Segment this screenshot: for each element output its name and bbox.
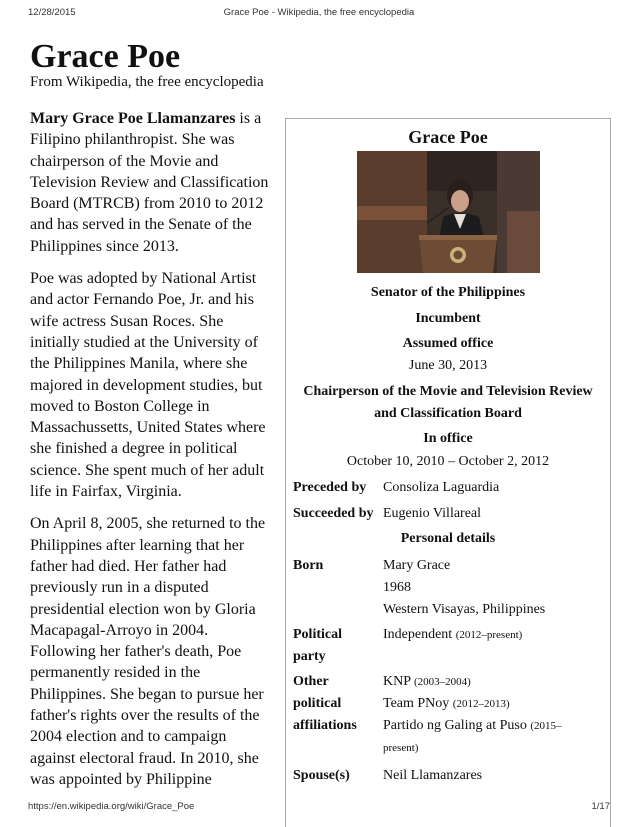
in-office-label: In office xyxy=(423,431,473,446)
political-party-value[interactable]: Independent (2012–present) xyxy=(383,627,523,642)
intro-text: is a Filipino philanthropist. She was chairperson of the Movie and Television Review and Classification Board (MTRCB) from 2010 to 2012 and has served in the Senate of the Philippines since 2013. xyxy=(30,110,269,255)
office-mtrcb-line2: and Classification Board xyxy=(374,406,522,421)
other-affiliations-label: Other political affiliations xyxy=(293,674,357,733)
preceded-by-label: Preceded by xyxy=(293,480,367,495)
portrait-image xyxy=(357,151,540,273)
spouse-value: Neil Llamanzares xyxy=(383,768,483,783)
paragraph-early-life: Poe was adopted by National Artist and actor Fernando Poe, Jr. and his wife actress Susan Roces. She initially studied at the University of the Philippines Manila, where she majored in development studies, but moved to Boston College in Massachussetts, United States where she finished a degree in political science. She spent much of her adult life in Fairfax, Virginia. xyxy=(30,270,266,501)
paragraph-return: On April 8, 2005, she returned to the Philippines after learning that her father had died. Her father had previously run in a disputed presidential election won by Gloria Macapagal-Arroyo in 2004. Following her father's death, Poe permanently resided in the Philippines. She began to pursue her father's rights over the results of the 2004 election and to campaign against electoral fraud. In 2010, she was appointed by Philippine xyxy=(30,515,266,788)
personal-details-heading: Personal details xyxy=(400,531,496,546)
born-place-link[interactable]: Western Visayas, Philippines xyxy=(383,602,546,617)
affiliation-galing-at-puso[interactable]: Partido ng Galing at Puso (2015– present) xyxy=(383,718,562,754)
in-office-dates: October 10, 2010 – October 2, 2012 xyxy=(346,454,550,469)
article-subtitle: From Wikipedia, the free encyclopedia xyxy=(30,74,264,90)
succeeded-by-link[interactable]: Eugenio Villareal xyxy=(383,506,482,521)
born-year: 1968 xyxy=(383,580,411,595)
infobox xyxy=(285,118,611,827)
born-label: Born xyxy=(293,558,324,573)
office-senator: Senator of the Philippines xyxy=(370,285,526,300)
print-date: 12/28/2015 xyxy=(28,7,76,18)
page-number: 1/17 xyxy=(591,801,610,812)
print-page-title: Grace Poe - Wikipedia, the free encyclopedia xyxy=(223,7,415,18)
infobox-title: Grace Poe xyxy=(408,127,488,147)
article-body xyxy=(30,108,275,801)
assumed-office-date: June 30, 2013 xyxy=(408,358,488,373)
paragraph-intro xyxy=(30,108,275,257)
incumbent-label: Incumbent xyxy=(415,311,481,326)
born-name: Mary Grace xyxy=(383,558,451,573)
article-title: Grace Poe xyxy=(30,38,181,75)
affiliation-team-pnoy[interactable]: Team PNoy (2012–2013) xyxy=(383,696,510,711)
affiliation-knp[interactable]: KNP (2003–2004) xyxy=(383,674,471,689)
political-party-label: Political party xyxy=(293,627,342,664)
print-url: https://en.wikipedia.org/wiki/Grace_Poe xyxy=(28,801,195,812)
subject-full-name: Mary Grace Poe Llamanzares xyxy=(30,110,236,127)
succeeded-by-label: Succeeded by xyxy=(293,506,374,521)
assumed-office-label: Assumed office xyxy=(402,336,494,351)
portrait-photo xyxy=(357,151,540,273)
office-mtrcb-line1: Chairperson of the Movie and Television Review xyxy=(303,384,593,399)
spouse-label: Spouse(s) xyxy=(293,768,350,783)
preceded-by-link[interactable]: Consoliza Laguardia xyxy=(383,480,500,495)
